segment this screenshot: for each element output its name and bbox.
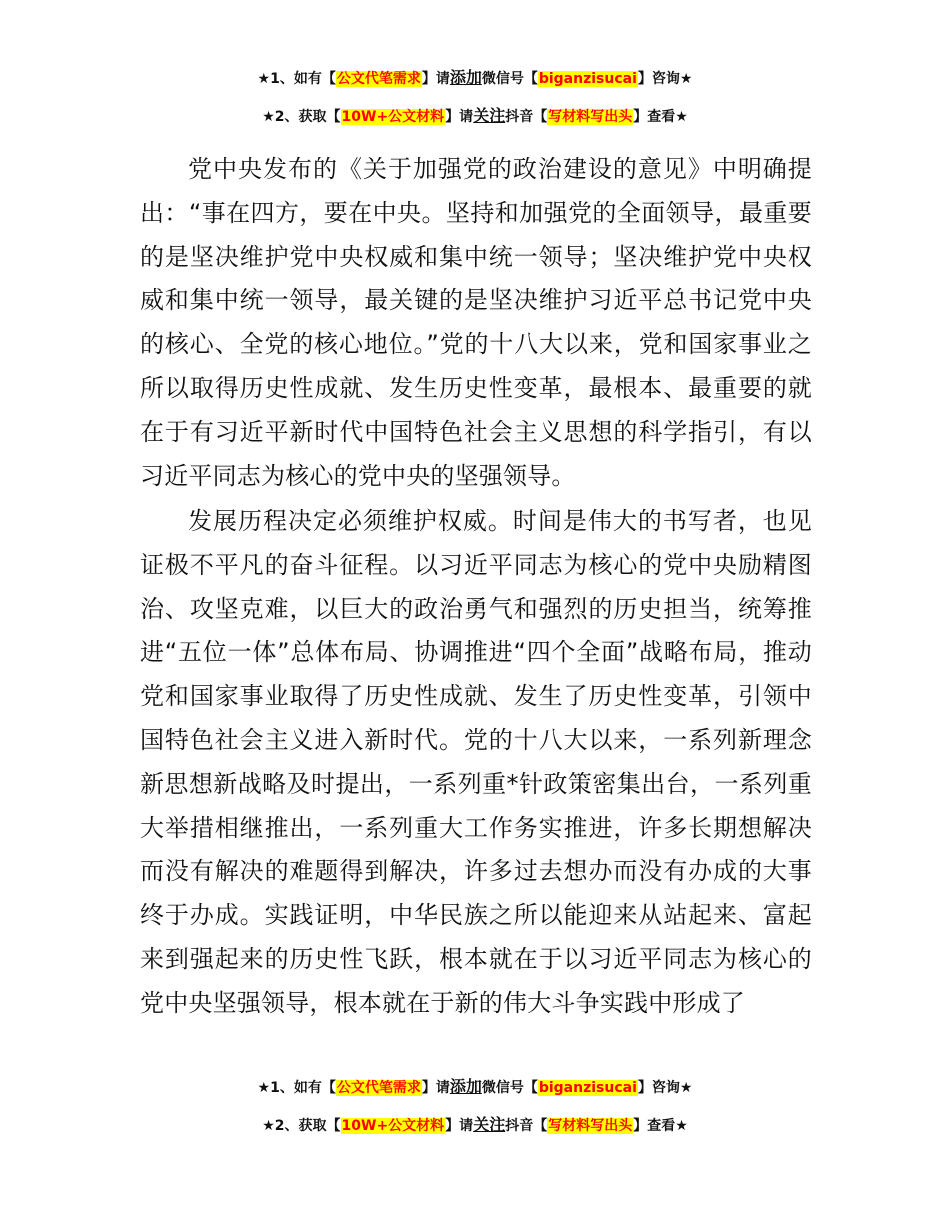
promo-text: 】查看★ (633, 1118, 688, 1134)
promo-douyin-id: 写材料写出头 (548, 109, 633, 125)
promo-highlight: 10W+公文材料 (341, 109, 445, 125)
footer-promo-line-1 (0, 1077, 950, 1098)
header-promo-line-2 (0, 106, 950, 127)
promo-highlight: 公文代笔需求 (336, 1080, 421, 1096)
promo-wechat-id: biganzisucai (538, 71, 637, 87)
body-paragraph-1: 党中央发布的《关于加强党的政治建设的意见》中明确提出：“事在四方，要在中央。坚持和加强党的全面领导，最重要的是坚决维护党中央权威和集中统一领导；坚决维护党中央权威和集中统一领导，最关键的是坚决维护习近平总书记党中央的核心、全党的核心地位。”党的十八大以来，党和国家事业之所以取得历史性成就、发生历史性变革，最根本、最重要的就在于有习近平新时代中国特色社会主义思想的科学指引，有以习近平同志为核心的党中央的坚强领导。 (140, 155, 812, 490)
promo-highlight: 公文代笔需求 (336, 71, 421, 87)
promo-text: 】请 (445, 1118, 474, 1134)
promo-text: ★1、如有【 (257, 1080, 336, 1096)
promo-text: 】咨询★ (637, 71, 693, 87)
promo-text: 抖音【 (505, 1118, 548, 1134)
promo-underlined-text: 添加 (449, 1077, 482, 1096)
promo-douyin-id: 写材料写出头 (548, 1118, 633, 1134)
promo-text: 】请 (445, 109, 474, 125)
promo-text: ★1、如有【 (257, 71, 336, 87)
promo-highlight: 10W+公文材料 (341, 1118, 445, 1134)
promo-text: 】请 (421, 71, 450, 87)
promo-wechat-id: biganzisucai (538, 1080, 637, 1096)
promo-underlined-text: 添加 (449, 68, 482, 87)
promo-underlined-text: 关注 (473, 1115, 506, 1134)
promo-text: 微信号【 (481, 1080, 538, 1096)
promo-text: 】查看★ (633, 109, 688, 125)
promo-text: 微信号【 (481, 71, 538, 87)
footer-promo-line-2 (0, 1115, 950, 1136)
promo-text: ★2、获取【 (262, 109, 341, 125)
promo-text: 抖音【 (505, 109, 548, 125)
body-paragraph-2: 发展历程决定必须维护权威。时间是伟大的书写者，也见证极不平凡的奋斗征程。以习近平同志为核心的党中央励精图治、攻坚克难，以巨大的政治勇气和强烈的历史担当，统筹推进“五位一体”总体布局、协调推进“四个全面”战略布局，推动党和国家事业取得了历史性成就、发生了历史性变革，引领中国特色社会主义进入新时代。党的十八大以来，一系列新理念新思想新战略及时提出，一系列重*针政策密集出台，一系列重大举措相继推出，一系列重大工作务实推进，许多长期想解决而没有解决的难题得到解决，许多过去想办而没有办成的大事终于办成。实践证明，中华民族之所以能迎来从站起来、富起来到强起来的历史性飞跃，根本就在于以习近平同志为核心的党中央坚强领导，根本就在于新的伟大斗争实践中形成了 (140, 507, 812, 1017)
promo-text: 】请 (421, 1080, 450, 1096)
promo-text: 】咨询★ (637, 1080, 693, 1096)
header-promo-line-1 (0, 68, 950, 89)
promo-underlined-text: 关注 (473, 106, 506, 125)
promo-text: ★2、获取【 (262, 1118, 341, 1134)
